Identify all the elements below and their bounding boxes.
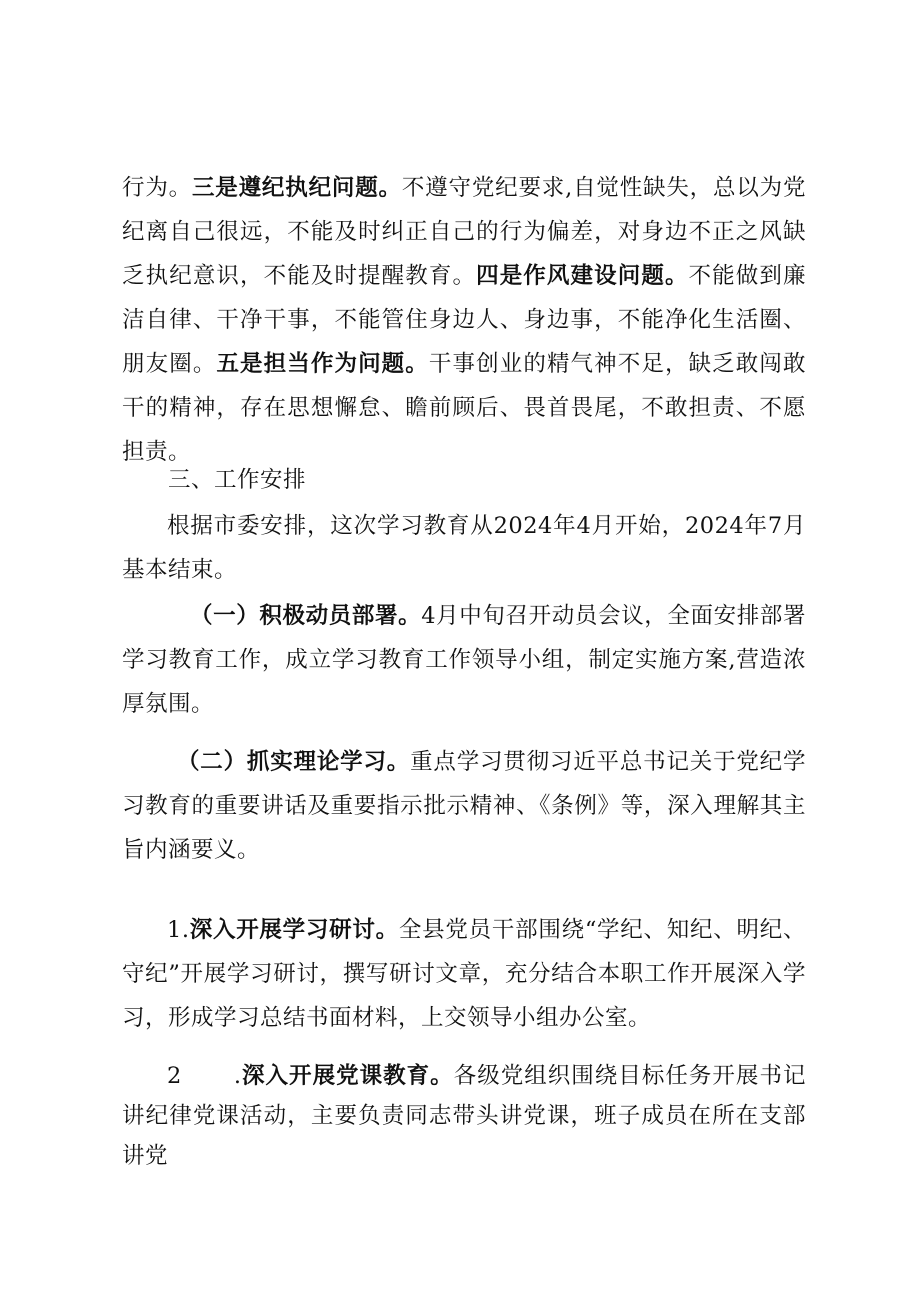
bold-heading-lecture: 深入开展党课教育。 [241, 1063, 454, 1089]
bold-heading-responsibility: 五是担当作为问题。 [216, 351, 429, 377]
bold-heading-style: 四是作风建设问题。 [476, 263, 689, 289]
list-number: 2 [167, 1063, 182, 1089]
list-number-suffix: . [233, 1063, 242, 1089]
bold-heading-mobilize: （一）积极动员部署。 [190, 603, 422, 629]
text-run: 全县党员干部围绕“学纪、知纪、明纪、守纪”开展学习研讨，撰写研讨文章，充分结合本职工作开展深入学习，形成学习总结书面材料，上交领导小组办公室。 [122, 917, 806, 1031]
paragraph-theory-study [122, 740, 806, 872]
text-run: 干事创业的精气神不足，缺乏敢闯敢干的精神，存在思想懈怠、瞻前顾后、畏首畏尾，不敢担责、不愿担责。 [122, 351, 806, 465]
bold-heading-theory: （二）抓实理论学习。 [177, 749, 411, 775]
text-run: 行为。 [122, 175, 192, 201]
text-run: 各级党组织围绕目标任务开展书记讲纪律党课活动，主要负责同志带头讲党课，班子成员在所在支部讲党 [122, 1063, 806, 1169]
bold-heading-discipline: 三是遵纪执纪问题。 [191, 175, 402, 201]
paragraph-mobilize [122, 594, 806, 726]
paragraph-schedule: 根据市委安排，这次学习教育从2024年4月开始，2024年7月基本结束。 [122, 513, 806, 583]
text-run: 不遵守党纪要求,自觉性缺失，总以为党纪离自己很远，不能及时纠正自己的行为偏差，对身边不正之风缺乏执纪意识，不能及时提醒教育。 [122, 175, 806, 289]
bold-heading-discussion: 深入开展学习研讨。 [189, 917, 399, 943]
paragraph-party-lecture [122, 1056, 806, 1176]
paragraph-problems [122, 166, 806, 474]
list-number: 1. [167, 917, 190, 943]
text-run: 4月中旬召开动员会议，全面安排部署学习教育工作，成立学习教育工作领导小组，制定实施方案,营造浓厚氛围。 [122, 603, 806, 717]
text-run: 不能做到廉洁自律、干净干事，不能管住身边人、身边事，不能净化生活圈、朋友圈。 [122, 263, 806, 377]
section-heading: 三、工作安排 [168, 467, 307, 493]
paragraph-study-discussion [122, 908, 806, 1040]
text-run: 重点学习贯彻习近平总书记关于党纪学习教育的重要讲话及重要指示批示精神、《条例》等，深入理解其主旨内涵要义。 [122, 749, 806, 863]
